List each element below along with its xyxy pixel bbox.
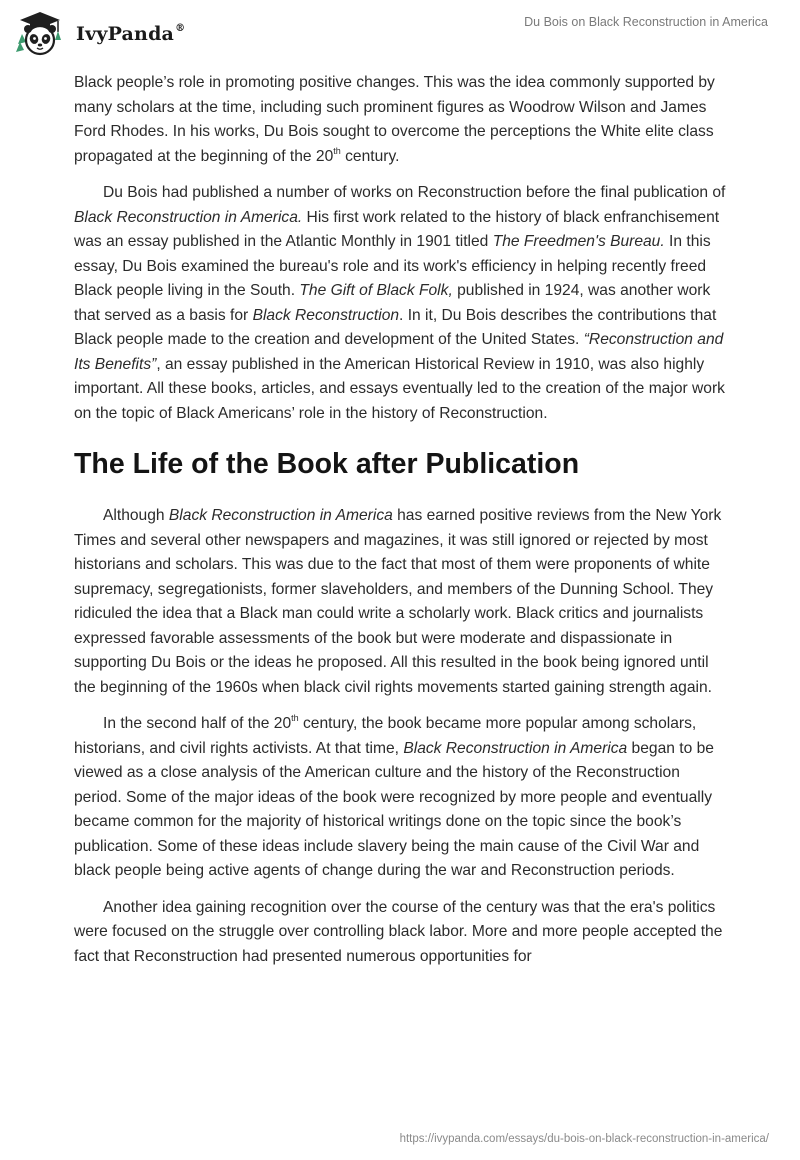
paragraph-4 [74, 712, 730, 884]
italic-title: Black Reconstruction in America [403, 739, 628, 757]
text-run: Black people’s role in promoting positive changes. This was the idea commonly supported by many scholars at the time, including such prominent figures as Woodrow Wilson and James Ford Rhodes. In his works, Du Bois sought to overcome the perceptions the White elite class propagated at the beginning of the 20 [74, 74, 715, 165]
text-run: has earned positive reviews from the New York Times and several other newspapers and magazines, it was still ignored or rejected by most historians and scholars. This was due to the fact that most of them were proponents of white supremacy, segregationists, former slaveholders, and members of the Dunning School. They ridiculed the idea that a Black man could write a scholarly work. Black critics and journalists expressed favorable assessments of the book but were moderate and dispassionate in supporting Du Bois or the ideas he proposed. All this resulted in the book being ignored until the beginning of the 1960s when black civil rights movements started gaining strength again. [74, 507, 722, 696]
paragraph-3 [74, 504, 730, 700]
logo-text: IvyPanda [76, 23, 175, 45]
paragraph-1 [74, 71, 730, 169]
registered-mark: ® [175, 23, 186, 34]
text-run: In the second half of the 20 [103, 715, 292, 732]
page-header [0, 0, 800, 70]
section-heading: The Life of the Book after Publication [74, 448, 580, 480]
paragraph-2 [74, 181, 730, 426]
italic-title: Black Reconstruction in America [168, 507, 393, 524]
source-url[interactable]: https://ivypanda.com/essays/du-bois-on-black-reconstruction-in-america/ [399, 1133, 769, 1145]
essay-content [74, 71, 730, 981]
superscript: th [291, 713, 299, 723]
text-run: century, the book became more popular among scholars, historians, and civil rights activists. At that time, [74, 715, 697, 757]
logo-wordmark [76, 23, 185, 45]
text-run: century. [340, 147, 400, 165]
italic-title: Black Reconstruction in America. [74, 208, 303, 226]
text-run: published in 1924, was another work that served as a basis for [74, 282, 711, 324]
italic-title: The Freedmen's Bureau. [492, 233, 665, 250]
text-run: . In it, Du Bois describes the contributions that Black people made to the creation and development of the United States. [74, 306, 717, 348]
text-run: In this essay, Du Bois examined the bureau's role and its work's efficiency in helping recently freed Black people living in the South. [74, 233, 711, 299]
italic-title: “Reconstruction and Its Benefits” [74, 331, 724, 373]
document-title: Du Bois on Black Reconstruction in America [524, 15, 768, 29]
italic-title: The Gift of Black Folk, [299, 282, 453, 299]
text-run: began to be viewed as a close analysis of the American culture and the history of the Reconstruction period. Some of the major ideas of the book were recognized by more people and eventually became common for the majority of historical writings done on the topic since the book’s publication. Some of these ideas include slavery being the main cause of the Civil War and black people being active agents of change during the war and Reconstruction periods. [74, 739, 714, 879]
text-run: , an essay published in the American Historical Review in 1910, was also highly important. All these books, articles, and essays eventually led to the creation of the major work on the topic of Black Americans’ role in the history of Reconstruction. [74, 355, 725, 422]
superscript: th [333, 145, 341, 156]
panda-graduate-icon [14, 10, 66, 58]
text-run: His first work related to the history of black enfranchisement was an essay published in the Atlantic Monthly in 1901 titled [74, 208, 720, 250]
text-run: Although [103, 507, 169, 524]
text-run: Another idea gaining recognition over the course of the century was that the era's politics were focused on the struggle over controlling black labor. More and more people accepted the fact that Reconstruction had presented numerous opportunities for [74, 898, 723, 965]
site-logo[interactable] [14, 10, 185, 58]
text-run: Du Bois had published a number of works on Reconstruction before the final publication of [103, 184, 726, 201]
italic-title: Black Reconstruction [252, 306, 400, 324]
paragraph-5 [74, 896, 730, 970]
